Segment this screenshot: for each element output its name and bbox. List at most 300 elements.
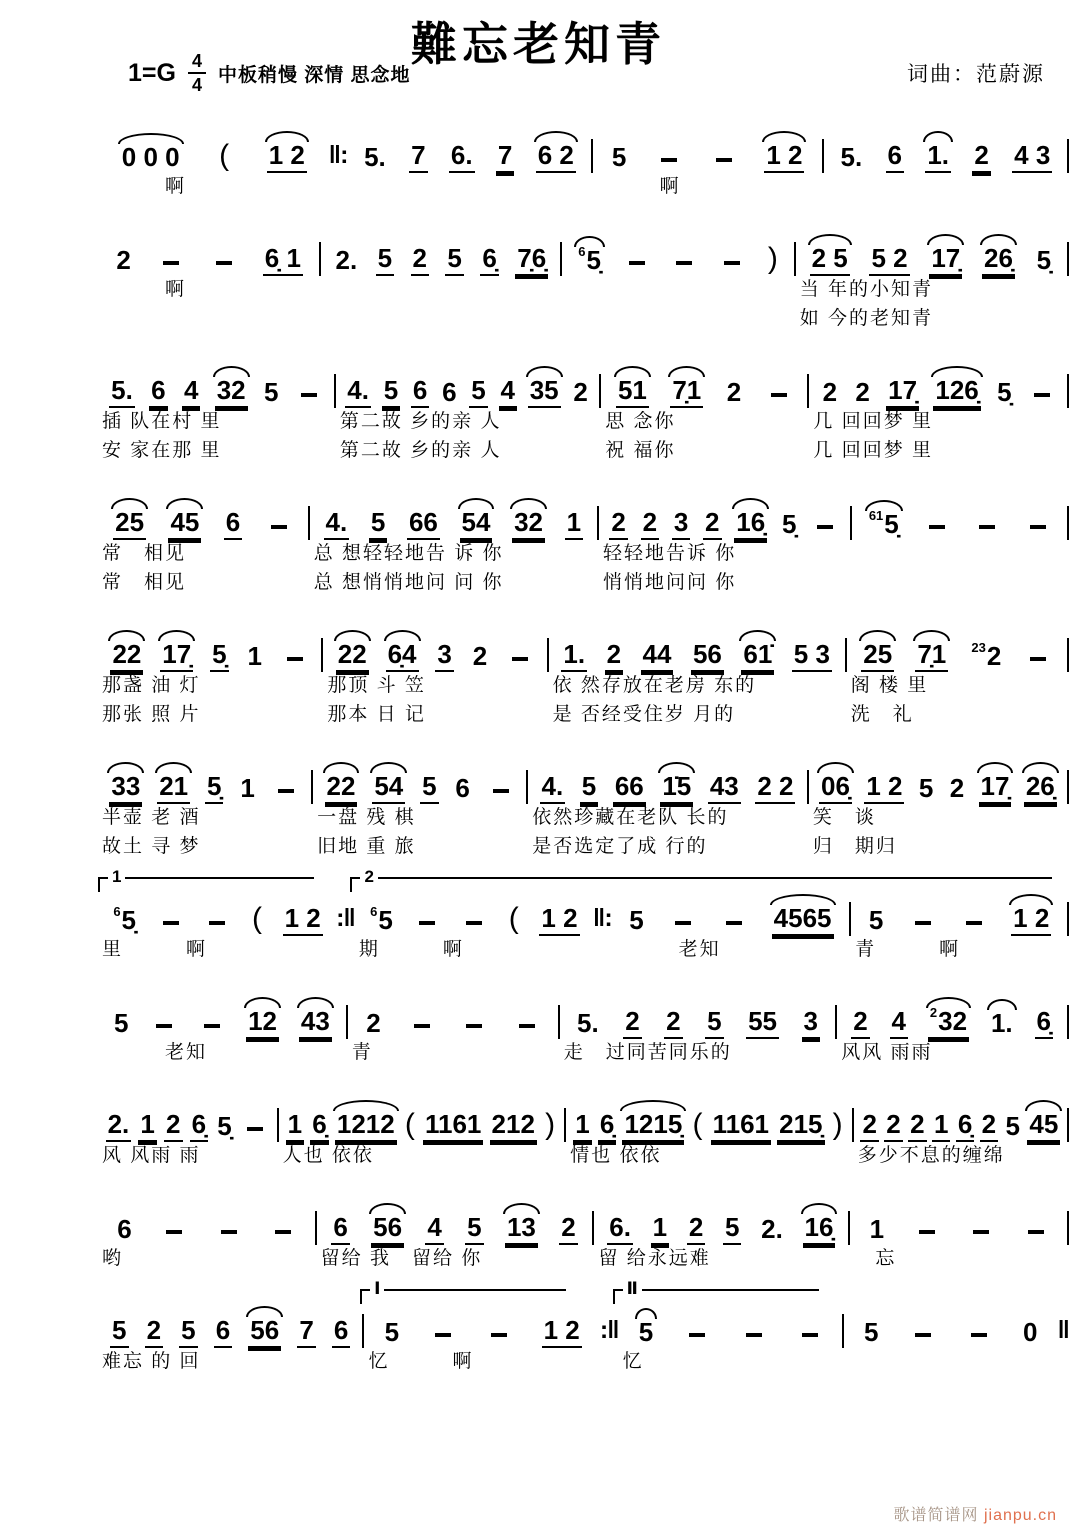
note-group: 1161: [423, 1110, 483, 1142]
note-group: 17̣: [929, 244, 962, 276]
duration-dash: [287, 657, 303, 661]
notes-row: [553, 626, 841, 672]
measure: [796, 230, 1067, 334]
note-group: $^6$5̣: [113, 904, 137, 936]
note-group: 5: [382, 376, 400, 408]
note-group: 22: [110, 640, 143, 672]
note-group: 6: [411, 376, 429, 408]
measure: [98, 1302, 362, 1377]
volta-label: Ⅱ: [623, 1279, 642, 1298]
note-group: 6̣: [1035, 1007, 1053, 1039]
notes-row: [102, 1199, 311, 1245]
barline: [1067, 1005, 1069, 1039]
note-group: 26̣: [982, 244, 1015, 276]
measure: [98, 993, 346, 1068]
note-group: 25: [861, 640, 894, 672]
notes-row: [325, 230, 556, 276]
note-group: 6̣: [956, 1110, 974, 1142]
note-group: 32: [512, 508, 545, 540]
note-group: 5: [918, 773, 934, 804]
note-group: 6̣4: [386, 640, 419, 672]
lyric-line: 阁 楼 里: [850, 675, 929, 696]
measure: [844, 1302, 1058, 1377]
note-group: 7: [297, 1316, 315, 1348]
duration-dash: [915, 1333, 931, 1337]
score: [0, 112, 1077, 1377]
note-group: 2 5: [810, 244, 850, 276]
measure: [601, 362, 807, 466]
lyric-line: 当 年的小知青: [799, 279, 934, 300]
phrase-paren: (: [219, 138, 230, 172]
lyric-line: 青 啊: [855, 939, 961, 960]
duration-dash: [929, 525, 945, 529]
lyric-line: 洗 礼: [850, 704, 914, 725]
duration-dash: [724, 261, 740, 265]
notes-row: [623, 1302, 838, 1348]
duration-dash: [966, 921, 982, 925]
note-group: 0: [1022, 1317, 1038, 1348]
duration-dash: [919, 1230, 935, 1234]
note-group: 1.: [925, 141, 951, 173]
notes-row: [828, 127, 1063, 173]
system-row: [98, 1199, 1069, 1274]
lyric-line: 总 想轻轻地告 诉 你: [313, 543, 504, 564]
grace-note: 2: [929, 1005, 938, 1021]
notes-row: [321, 1199, 589, 1245]
measure: [347, 127, 590, 202]
lyric-line: [102, 305, 315, 334]
duration-dash: [163, 261, 179, 265]
note-group: 2: [860, 1110, 878, 1142]
measure: [317, 1199, 593, 1274]
note-group: 2.: [106, 1110, 132, 1142]
note-group: 4 3: [1012, 141, 1052, 173]
note-group: 7: [496, 141, 514, 173]
grace-note: 61: [868, 508, 884, 524]
duration-dash: [247, 1127, 263, 1131]
measure: [560, 993, 836, 1068]
note-group: 3: [802, 1007, 820, 1039]
note-group: 5: [465, 1213, 483, 1245]
measure: [549, 626, 845, 730]
lyric-line: [325, 276, 556, 305]
volta-bracket: [98, 867, 314, 892]
note-group: 4565: [772, 904, 834, 936]
note-group: 0 0 0: [121, 142, 180, 173]
lyric-line: [848, 1348, 1054, 1377]
note-group: 5: [1005, 1111, 1020, 1142]
barline: ‖: [1057, 1315, 1069, 1344]
duration-dash: [771, 393, 787, 397]
note-group: 1: [240, 773, 255, 804]
lyric-line: 多少不息的缠绵: [857, 1145, 1005, 1166]
measure: [98, 494, 308, 598]
note-group: 5: [863, 1317, 879, 1348]
note-group: 13: [505, 1213, 538, 1245]
note-group: 5: [629, 905, 644, 936]
notes-row: [102, 993, 342, 1039]
system-row: [98, 758, 1069, 862]
note-group: 2.: [335, 245, 358, 276]
note-group: 2: [411, 244, 429, 276]
lyric-line: 老知: [102, 1042, 208, 1063]
note-group: 5: [868, 905, 884, 936]
notes-row: [532, 758, 803, 804]
note-group: 1 2: [764, 141, 804, 173]
duration-dash: [973, 1230, 989, 1234]
note-group: 5: [420, 772, 438, 804]
note-group: 1: [651, 1213, 669, 1245]
duration-dash: [491, 1333, 507, 1337]
watermark-site-url: jianpu.cn: [983, 1507, 1057, 1524]
note-group: 1: [138, 1110, 156, 1142]
note-group: 6.: [607, 1213, 633, 1245]
phrase-paren: (: [692, 1107, 703, 1141]
note-group: 2: [664, 1007, 682, 1039]
note-group: 6̣: [190, 1110, 208, 1142]
measure: [837, 993, 1067, 1068]
duration-dash: [493, 789, 509, 793]
lyric-line: 那顶 斗 笠: [327, 675, 426, 696]
music-system-11: [98, 1279, 1069, 1377]
lyric-line: 难忘 的 回: [102, 1351, 201, 1372]
notes-row: [854, 1199, 1063, 1245]
duration-dash: [512, 657, 528, 661]
note-group: 1: [247, 641, 262, 672]
lyric-line: 第二故 乡的亲 人: [339, 411, 502, 432]
note-group: 4: [499, 376, 517, 408]
note-group: 21: [157, 772, 190, 804]
note-group: 43: [708, 772, 741, 804]
lyric-line: [351, 173, 586, 202]
notes-row: [855, 890, 1063, 936]
lyric-line: 留 给永远难: [598, 1248, 711, 1269]
lyric-line: 常 相见: [102, 572, 187, 593]
duration-dash: [166, 1230, 182, 1234]
note-group: 5̣: [205, 772, 223, 804]
lyric-line: [856, 569, 1063, 598]
note-group: 2: [609, 508, 627, 540]
note-group: 45: [1027, 1110, 1060, 1142]
note-group: 1 2: [542, 1316, 582, 1348]
watermark: [893, 1502, 1057, 1525]
note-group: 4.: [324, 508, 350, 540]
notes-row: [340, 362, 595, 408]
measure: [336, 362, 599, 466]
measure: [98, 230, 319, 334]
note-group: 6: [117, 1214, 132, 1245]
notes-row: [102, 1096, 273, 1142]
phrase-paren: (: [404, 1107, 415, 1141]
lyric-line: 半壶 老 酒: [102, 807, 201, 828]
note-group: 2: [164, 1110, 182, 1142]
notes-row: [856, 494, 1063, 540]
system-row: [98, 494, 1069, 598]
duration-dash: [746, 1333, 762, 1337]
note-group: 2: [605, 640, 623, 672]
key-label: 1=G: [128, 58, 176, 87]
note-group: 6̣: [310, 1110, 328, 1142]
lyric-line: 忆 啊: [368, 1351, 474, 1372]
note-group: 5: [384, 1317, 400, 1348]
duration-dash: [675, 921, 691, 925]
music-system-4: [98, 479, 1069, 598]
notes-row: [359, 890, 589, 936]
duration-dash: [278, 789, 294, 793]
duration-dash: [726, 921, 742, 925]
note-group: 56: [691, 640, 724, 672]
system-row: [98, 993, 1069, 1068]
notes-row: [597, 127, 818, 173]
volta-label: 2: [360, 867, 377, 886]
note-group: 2: [949, 773, 965, 804]
note-group: 1 2: [267, 141, 307, 173]
note-group: 06̣: [819, 772, 852, 804]
volta-bracket: [350, 867, 1051, 892]
note-group: 1 2: [864, 772, 904, 804]
lyric-line: 那盏 油 灯: [102, 675, 201, 696]
music-system-8: [98, 978, 1069, 1068]
note-group: 5: [580, 772, 598, 804]
duration-dash: [689, 1333, 705, 1337]
music-system-2: [98, 215, 1069, 334]
note-group: 6.: [449, 141, 475, 173]
note-group: 7: [409, 141, 427, 173]
lyric-line: 祝 福你: [605, 440, 676, 461]
note-group: 4: [425, 1213, 443, 1245]
note-group: 2: [573, 377, 588, 408]
duration-dash: [156, 1024, 172, 1028]
note-group: 54: [460, 508, 493, 540]
notes-row: [327, 626, 542, 672]
duration-dash: [817, 525, 833, 529]
measure: [809, 362, 1067, 466]
grace-note: 6: [578, 244, 586, 260]
notes-row: [102, 127, 325, 173]
lyric-line: [566, 276, 789, 305]
note-group: 56: [248, 1316, 281, 1348]
measure: [321, 230, 560, 334]
note-group: 5.: [109, 376, 135, 408]
note-group: 43: [299, 1007, 332, 1039]
note-group: 5̣: [1036, 245, 1052, 276]
duration-dash: [979, 525, 995, 529]
note-group: 5: [113, 1008, 129, 1039]
duration-dash: [216, 261, 232, 265]
lyric-line: 笑 谈: [812, 807, 876, 828]
music-system-1: [98, 112, 1069, 202]
note-group: 22: [336, 640, 369, 672]
note-group: 2: [972, 141, 990, 173]
notes-row: [102, 1302, 358, 1348]
note-group: 1̇5: [660, 772, 693, 804]
measure: [852, 494, 1067, 598]
measure: [279, 1096, 565, 1171]
barline: ‖:: [592, 903, 612, 932]
note-group: 4.: [345, 376, 371, 408]
measure: [824, 127, 1067, 202]
lyric-line: 如 今的老知青: [799, 308, 934, 329]
note-group: 5: [638, 1317, 654, 1348]
note-group: 5.: [364, 142, 386, 173]
notes-row: [368, 1302, 595, 1348]
note-group: 2: [687, 1213, 705, 1245]
lyric-line: 那本 日 记: [327, 704, 426, 725]
note-group: 61̇: [741, 640, 774, 672]
note-group: 2: [559, 1213, 577, 1245]
sheet-header: [0, 0, 1077, 112]
note-group: $^2$32: [928, 1007, 969, 1039]
composer-credits: 词曲：范蔚源: [907, 63, 1045, 86]
lyric-line: 常 相见: [102, 543, 187, 564]
note-group: 5.: [840, 142, 863, 173]
measure: [847, 626, 1067, 730]
note-group: 2: [855, 377, 870, 408]
notes-row: [102, 362, 330, 408]
music-system-6: [98, 743, 1069, 862]
duration-dash: [1034, 393, 1050, 397]
note-group: 2: [366, 1008, 381, 1039]
lyric-line: 总 想悄悄地问 问 你: [313, 572, 504, 593]
barline: :‖: [599, 1315, 619, 1344]
note-group: 16̣: [734, 508, 767, 540]
note-group: 212: [490, 1110, 537, 1142]
barline: [1067, 506, 1069, 540]
note-group: 5: [611, 142, 627, 173]
volta-bracket: [360, 1279, 566, 1304]
barline: [1067, 638, 1069, 672]
barline: [1067, 902, 1069, 936]
notes-row: [102, 494, 304, 540]
music-system-5: [98, 611, 1069, 730]
notes-row: [570, 1096, 848, 1142]
measure: [98, 362, 334, 466]
note-group: 25: [113, 508, 146, 540]
lyric-line: 哟: [102, 1248, 124, 1269]
note-group: 45: [168, 508, 201, 540]
barline: [1067, 1108, 1069, 1142]
barline: [1067, 139, 1069, 173]
note-group: 22: [325, 772, 358, 804]
measure: [98, 127, 329, 202]
measure: [310, 494, 597, 598]
watermark-site-name: 歌谱简谱网: [893, 1507, 979, 1524]
duration-dash: [209, 921, 225, 925]
notes-row: [351, 127, 586, 173]
lyric-line: 是 否经受住岁 月的: [552, 704, 736, 725]
lyric-line: [566, 305, 789, 334]
lyric-line: 几 回回梦 里: [813, 440, 933, 461]
note-group: 5: [376, 244, 394, 276]
note-group: $^6$5̣: [578, 244, 601, 276]
lyric-line: 思 念你: [605, 411, 676, 432]
note-group: 6: [455, 773, 470, 804]
note-group: 5̣: [217, 1111, 232, 1142]
lyric-line: 人也 依依: [282, 1145, 374, 1166]
system-row: [98, 127, 1069, 202]
note-group: 6: [886, 141, 904, 173]
note-group: 33: [109, 772, 142, 804]
grace-note: 23: [971, 640, 986, 656]
note-group: 2 2: [755, 772, 795, 804]
music-system-10: [98, 1184, 1069, 1274]
notes-row: [102, 758, 307, 804]
duration-dash: [466, 921, 482, 925]
note-group: 5: [445, 244, 463, 276]
duration-dash: [221, 1230, 237, 1234]
lyric-line: 一盘 残 棋: [317, 807, 416, 828]
duration-dash: [204, 1024, 220, 1028]
system-row: [98, 230, 1069, 334]
lyric-line: 安 家在那 里: [102, 440, 222, 461]
note-group: 55: [746, 1007, 779, 1039]
duration-dash: [271, 525, 287, 529]
note-group: 2: [822, 377, 838, 408]
duration-dash: [466, 1024, 482, 1028]
note-group: 2: [472, 641, 488, 672]
note-group: 2: [145, 1316, 163, 1348]
duration-dash: [802, 1333, 818, 1337]
lyric-line: 插 队在村 里: [102, 411, 222, 432]
measure: [528, 758, 807, 862]
note-group: 5: [263, 377, 279, 408]
note-group: 7̣1: [670, 376, 703, 408]
barline: ‖:: [328, 140, 348, 169]
note-group: 51: [616, 376, 649, 408]
notes-row: [283, 1096, 561, 1142]
note-group: 1215̣: [622, 1110, 684, 1142]
duration-dash: [435, 1333, 451, 1337]
note-group: 2: [884, 1110, 902, 1142]
note-group: 6: [224, 508, 242, 540]
note-group: 1: [932, 1110, 950, 1142]
note-group: 6: [332, 1316, 350, 1348]
note-group: 66: [407, 508, 440, 540]
lyric-line: [856, 540, 1063, 569]
note-group: 4.: [540, 772, 566, 804]
note-group: 2: [980, 1110, 998, 1142]
note-group: 35: [528, 376, 561, 408]
notes-row: [566, 230, 789, 276]
measure: [98, 758, 311, 862]
lyric-line: 几 回回梦 里: [813, 411, 933, 432]
music-system-3: [98, 347, 1069, 466]
note-group: 32: [215, 376, 248, 408]
lyric-line: 里 啊: [102, 939, 208, 960]
duration-dash: [519, 1024, 535, 1028]
note-group: 1212: [335, 1110, 397, 1142]
duration-dash: [716, 158, 732, 162]
lyric-line: 啊: [596, 176, 681, 197]
note-group: 4: [182, 376, 200, 408]
measure: [612, 890, 850, 965]
lyric-line: 青: [351, 1042, 373, 1063]
note-group: 2: [851, 1007, 869, 1039]
measure: [348, 993, 558, 1068]
note-group: 5: [369, 508, 387, 540]
note-group: 2: [116, 245, 131, 276]
measure: [98, 1096, 277, 1171]
lyric-line: [325, 305, 556, 334]
notes-row: [616, 890, 846, 936]
measure: [854, 1096, 1067, 1171]
note-group: 1161: [711, 1110, 771, 1142]
note-group: 1.: [990, 1008, 1013, 1039]
notes-row: [851, 626, 1063, 672]
lyric-line: 那张 照 片: [102, 704, 201, 725]
barline: [1067, 242, 1069, 276]
grace-note: 6: [113, 904, 121, 920]
